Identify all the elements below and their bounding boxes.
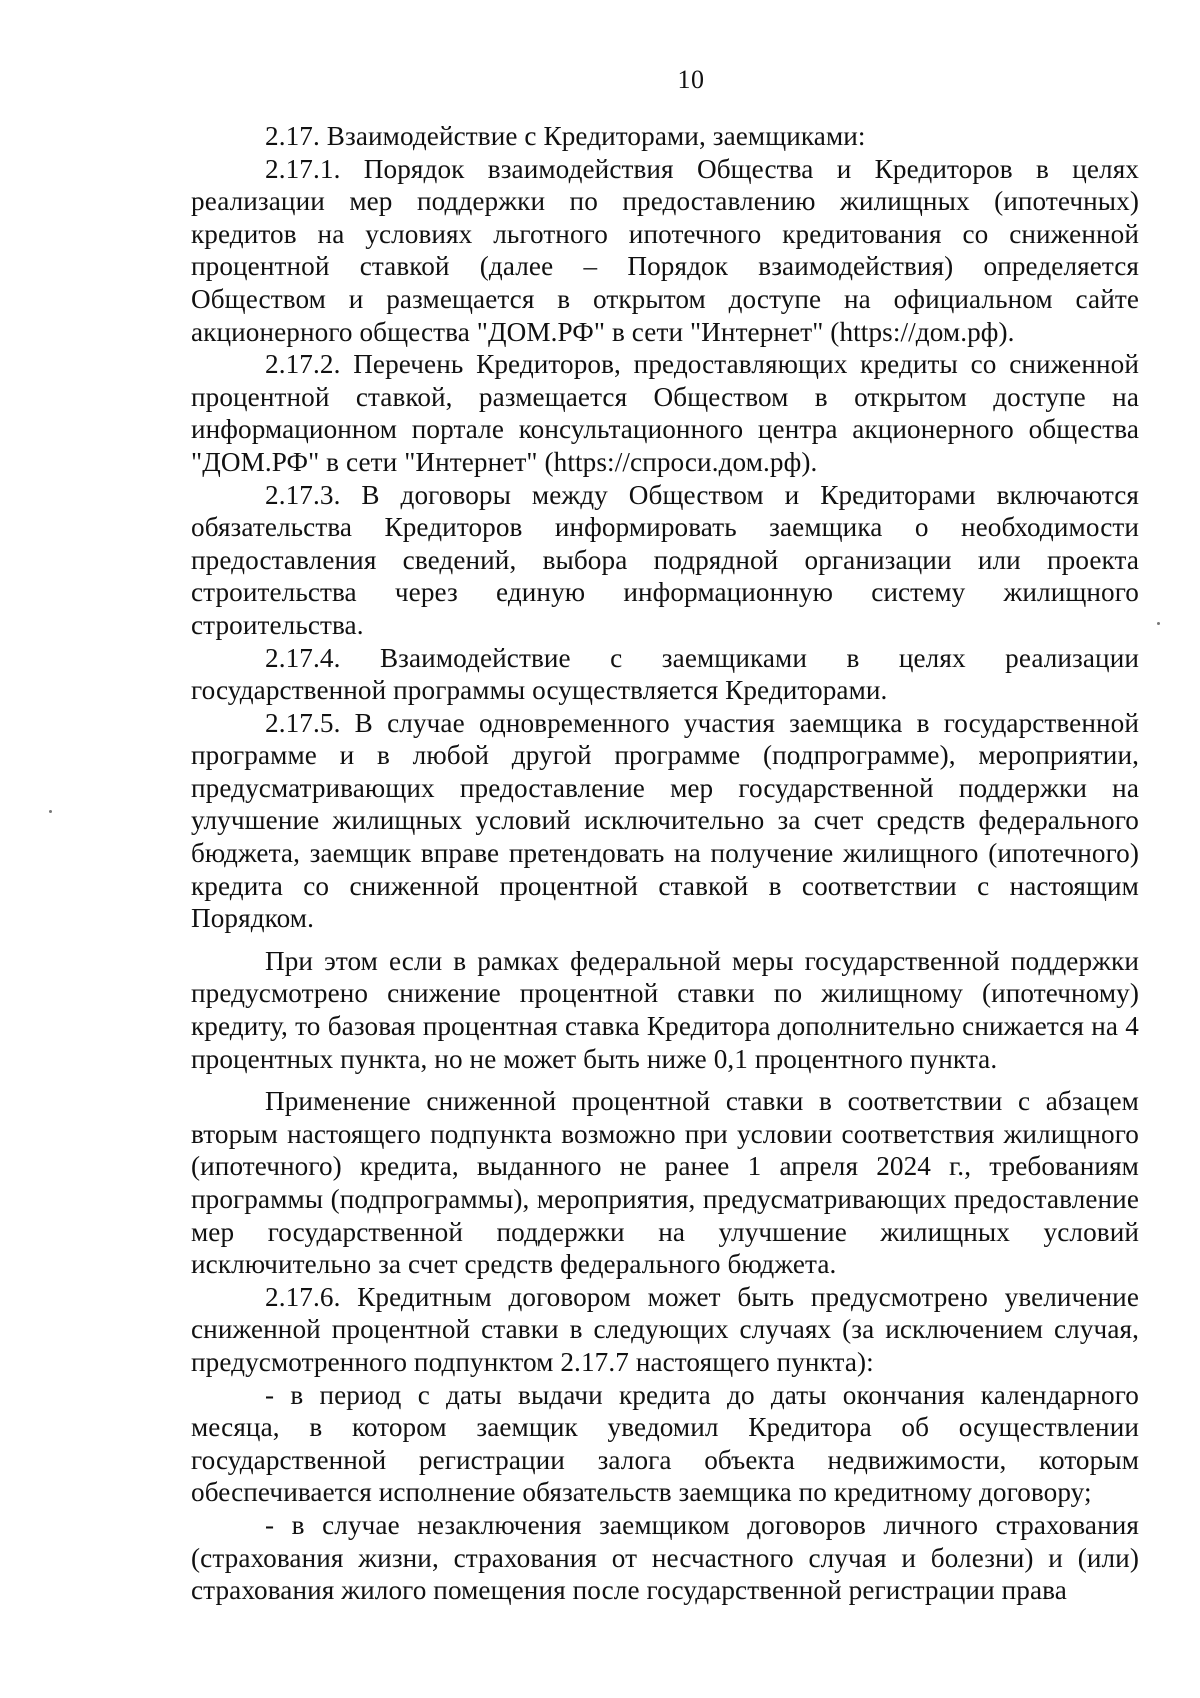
list-item-registration-period: - в период с даты выдачи кредита до даты окончания календарного месяца, в котором заемщик уведомил Кредитора об осуществлении государственной регистрации залога объекта недвижимости, которым обеспечивается исполнение обязательств заемщика по кредитному договору; — [191, 1379, 1139, 1508]
paragraph-2-17-2: 2.17.2. Перечень Кредиторов, предоставляющих кредиты со сниженной процентной ставкой, размещается Обществом в открытом доступе на информационном портале консультационного центра акционерного общества "ДОМ.РФ" в сети "Интернет" (https://спроси.дом.рф). — [191, 349, 1139, 477]
paragraph-2-17-5: 2.17.5. В случае одновременного участия заемщика в государственной программе и в любой другой программе (подпрограмме), мероприятии, предусматривающих предоставление мер государственной поддержки на улучшение жилищных условий исключительно за счет средств федерального бюджета, заемщик вправе претендовать на получение жилищного (ипотечного) кредита со сниженной процентной ставкой в соответствии с настоящим Порядком. — [191, 707, 1139, 934]
document-body — [191, 120, 1139, 1607]
page-number: 10 — [677, 65, 705, 94]
paragraph-2-17-3: 2.17.3. В договоры между Обществом и Кредиторами включаются обязательства Кредиторов информировать заемщика о необходимости предоставления сведений, выбора подрядной организации или проекта строительства через единую информационную систему жилищного строительства. — [191, 479, 1139, 640]
paragraph-2-17-5-part-2: При этом если в рамках федеральной меры государственной поддержки предусмотрено снижение процентной ставки по жилищному (ипотечному) кредиту, то базовая процентная ставка Кредитора дополнительно снижается на 4 процентных пункта, но не может быть ниже 0,1 процентного пункта. — [191, 945, 1139, 1074]
paragraph-2-17-5-part-3: Применение сниженной процентной ставки в соответствии с абзацем вторым настоящего подпункта возможно при условии соответствия жилищного (ипотечного) кредита, выданного не ранее 1 апреля 2024 г., требованиям программы (подпрограммы), мероприятия, предусматривающих предоставление мер государственной поддержки на улучшение жилищных условий исключительно за счет средств федерального бюджета. — [191, 1086, 1139, 1280]
scan-speck — [1157, 622, 1160, 625]
paragraph-2-17-4: 2.17.4. Взаимодействие с заемщиками в целях реализации государственной программы осуществляется Кредиторами. — [191, 642, 1139, 706]
paragraph-2-17-6: 2.17.6. Кредитным договором может быть предусмотрено увеличение сниженной процентной ставки в следующих случаях (за исключением случая, предусмотренного подпунктом 2.17.7 настоящего пункта): — [191, 1281, 1139, 1377]
scan-speck — [49, 810, 52, 813]
list-item-insurance: - в случае незаключения заемщиком договоров личного страхования (страхования жизни, страхования от несчастного случая и болезни) и (или) страхования жилого помещения после государственной регистрации права — [191, 1509, 1139, 1606]
paragraph-2-17-1: 2.17.1. Порядок взаимодействия Общества и Кредиторов в целях реализации мер поддержки по предоставлению жилищных (ипотечных) кредитов на условиях льготного ипотечного кредитования со сниженной процентной ставкой (далее – Порядок взаимодействия) определяется Обществом и размещается в открытом доступе на официальном сайте акционерного общества "ДОМ.РФ" в сети "Интернет" (https://дом.рф). — [191, 153, 1139, 347]
section-heading-2-17: 2.17. Взаимодействие с Кредиторами, заемщиками: — [265, 121, 866, 151]
